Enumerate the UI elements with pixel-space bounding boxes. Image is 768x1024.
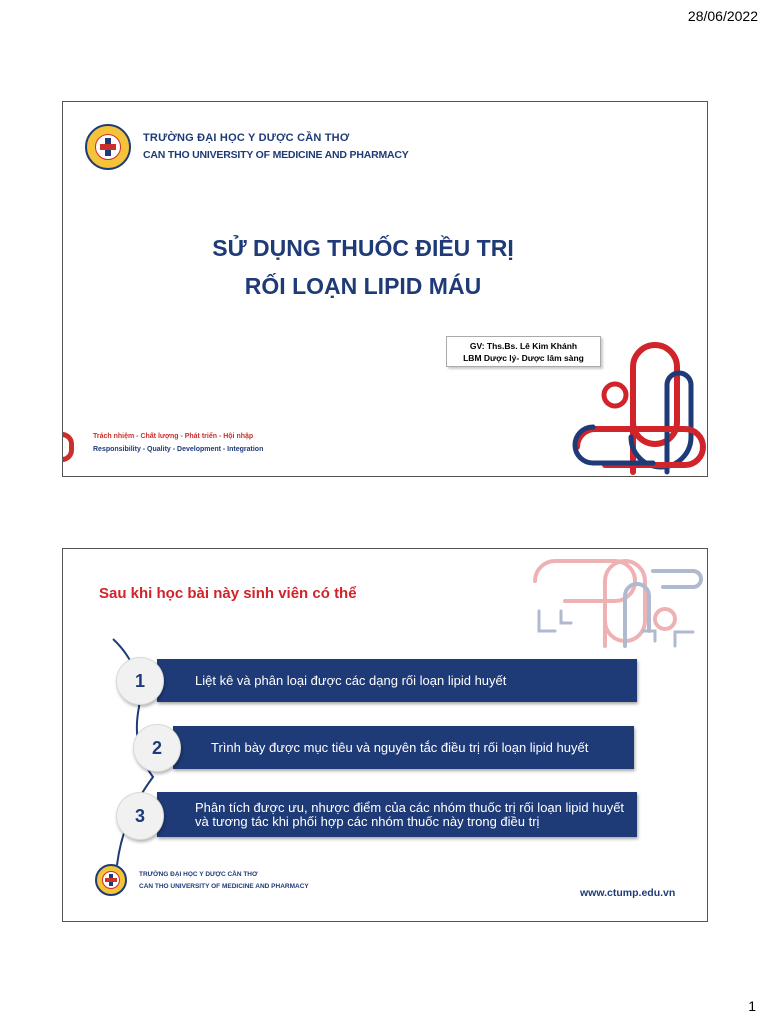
- objective-text-3: Phân tích được ưu, nhược điểm của các nhóm thuốc trị rối loạn lipid huyết và tương tác khi phối hợp các nhóm thuốc này trong điều trị: [195, 799, 625, 829]
- university-logo-small-icon: [95, 864, 127, 896]
- slide-title-line2: RỐI LOẠN LIPID MÁU: [244, 273, 482, 299]
- watermark-knot-icon: [525, 551, 705, 661]
- decorative-knot-icon: [563, 327, 707, 477]
- objective-number-2: 2: [133, 724, 181, 772]
- objective-bar-2: [173, 726, 634, 769]
- page-date: 28/06/2022: [687, 8, 758, 24]
- objective-text-1: Liệt kê và phân loại được các dạng rối loạn lipid huyết: [195, 673, 507, 688]
- slide-title: [62, 101, 708, 477]
- page-number: 1: [748, 998, 756, 1014]
- university-name-en-footer: CAN THO UNIVERSITY OF MEDICINE AND PHARMACY: [139, 883, 309, 890]
- bracket-icon: [62, 432, 74, 462]
- objective-text-2: Trình bày được mục tiêu và nguyên tắc điều trị rối loạn lipid huyết: [211, 740, 589, 755]
- objective-bar-1: [157, 659, 637, 702]
- objective-bar-3: [157, 792, 637, 837]
- slide-objectives: [62, 548, 708, 922]
- lecturer-name: GV: Ths.Bs. Lê Kim Khánh: [469, 341, 578, 351]
- objective-number-3: 3: [116, 792, 164, 840]
- university-name-vi-footer: TRƯỜNG ĐẠI HỌC Y DƯỢC CẦN THƠ: [139, 871, 258, 878]
- website-link[interactable]: www.ctump.edu.vn: [580, 887, 676, 899]
- motto-en: Responsibility - Quality - Development - Integration: [93, 446, 264, 453]
- university-name-en: CAN THO UNIVERSITY OF MEDICINE AND PHARMACY: [143, 149, 409, 161]
- objective-number-1: 1: [116, 657, 164, 705]
- motto-vi: Trách nhiệm - Chất lượng - Phát triển - Hội nhập: [93, 433, 254, 440]
- university-logo-icon: [85, 124, 131, 170]
- objectives-heading: Sau khi học bài này sinh viên có thể: [99, 585, 357, 602]
- department-name: LBM Dược lý- Dược lâm sàng: [463, 353, 584, 363]
- university-name-vi: TRƯỜNG ĐẠI HỌC Y DƯỢC CẦN THƠ: [143, 132, 350, 144]
- slide-title-line1: SỬ DỤNG THUỐC ĐIỀU TRỊ: [212, 235, 514, 261]
